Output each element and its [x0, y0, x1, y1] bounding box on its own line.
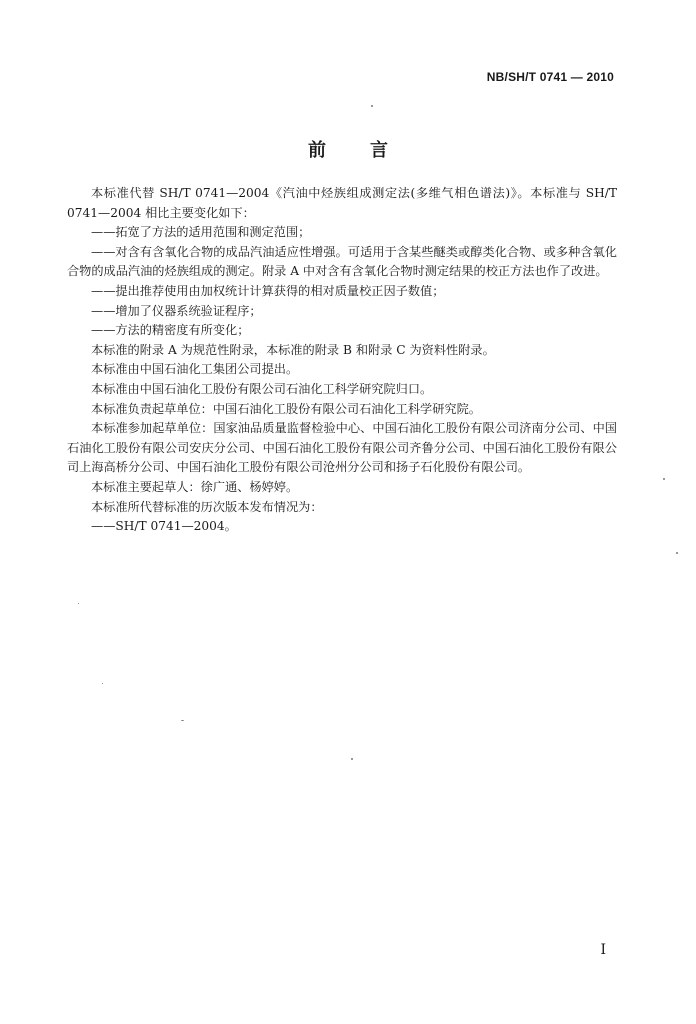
- paragraph: ——对含有含氧化合物的成品汽油适应性增强。可适用于含某些醚类或醇类化合物、或多种含氧化合物的成品汽油的烃族组成的测定。附录 A 中对含有含氧化合物时测定结果的校正方法也作了改进。: [67, 244, 617, 279]
- scan-speck: [676, 552, 678, 554]
- paragraph: 本标准的附录 A 为规范性附录，本标准的附录 B 和附录 C 为资料性附录。: [91, 342, 495, 357]
- paragraph: ——拓宽了方法的适用范围和测定范围；: [91, 225, 311, 240]
- scan-speck: [181, 720, 184, 721]
- paragraph: ——提出推荐使用由加权统计计算获得的相对质量校正因子数值；: [91, 283, 445, 298]
- paragraph: ——增加了仪器系统验证程序；: [91, 303, 262, 318]
- paragraph: ——SH/T 0741—2004。: [91, 519, 237, 534]
- page-number: I: [600, 942, 606, 958]
- scan-speck: [663, 478, 665, 480]
- paragraph: 本标准参加起草单位：国家油品质量监督检验中心、中国石油化工股份有限公司济南分公司、中国石油化工股份有限公司安庆分公司、中国石油化工股份有限公司齐鲁分公司、中国石油化工股份有限公司上海高桥分公司、中国石油化工股份有限公司沧州分公司和扬子石化股份有限公司。: [67, 421, 617, 475]
- scan-speck: [351, 758, 353, 760]
- scan-speck: [371, 105, 373, 107]
- foreword-body: [67, 184, 617, 537]
- scan-speck: [102, 683, 103, 684]
- standard-code: NB/SH/T 0741 — 2010: [486, 70, 614, 84]
- paragraph: 本标准由中国石油化工集团公司提出。: [91, 362, 299, 377]
- paragraph: 本标准负责起草单位：中国石油化工股份有限公司石油化工科学研究院。: [91, 401, 481, 416]
- paragraph: 本标准由中国石油化工股份有限公司石油化工科学研究院归口。: [91, 381, 433, 396]
- scan-speck: [78, 603, 79, 604]
- paragraph: 本标准主要起草人：徐广通、杨婷婷。: [91, 479, 299, 494]
- page-title: 前言: [308, 140, 432, 161]
- paragraph: 本标准所代替标准的历次版本发布情况为：: [91, 499, 323, 514]
- paragraph: ——方法的精密度有所变化；: [91, 323, 250, 338]
- paragraph: 本标准代替 SH/T 0741—2004《汽油中烃族组成测定法(多维气相色谱法)》。本标准与 SH/T 0741—2004 相比主要变化如下：: [67, 186, 617, 220]
